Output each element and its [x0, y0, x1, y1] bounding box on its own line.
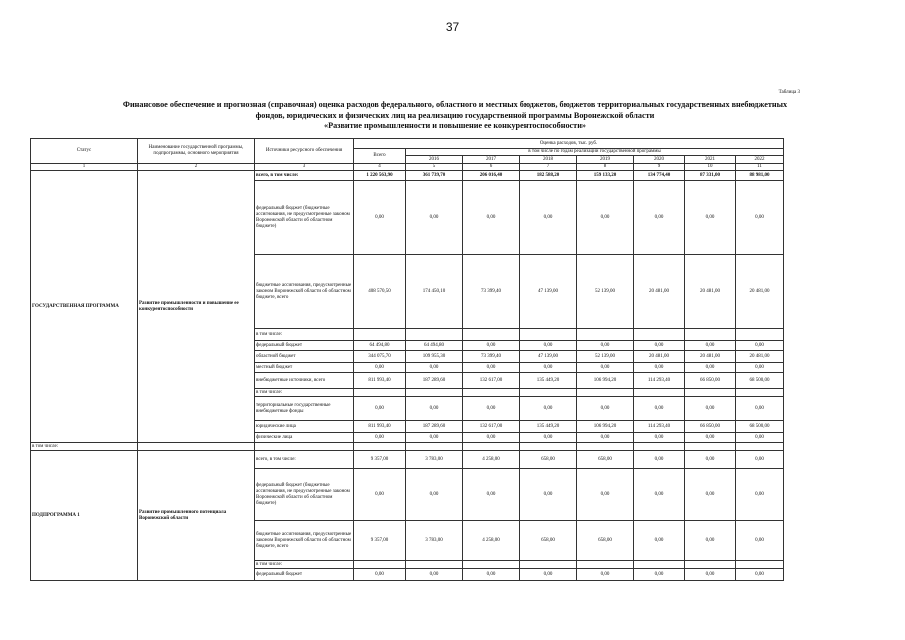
value-cell: 4 258,00: [463, 521, 520, 561]
value-cell: 0,00: [634, 363, 685, 373]
value-cell: 134 774,40: [634, 171, 685, 181]
header-year: 2018: [520, 156, 577, 164]
value-cell: 0,00: [406, 569, 463, 581]
source-label: областной бюджет: [255, 351, 354, 363]
value-cell: 9 357,00: [354, 521, 406, 561]
value-cell: 0,00: [577, 433, 634, 443]
value-cell: 0,00: [577, 341, 634, 351]
value-cell: 0,00: [685, 521, 736, 561]
value-cell: 52 139,00: [577, 255, 634, 329]
value-cell: 658,00: [520, 451, 577, 469]
value-cell: 0,00: [685, 181, 736, 255]
state-program-section: [31, 171, 784, 443]
value-cell: [577, 389, 634, 397]
value-cell: 0,00: [685, 341, 736, 351]
value-cell: [463, 389, 520, 397]
value-cell: 0,00: [354, 181, 406, 255]
source-label: всего, в том числе:: [255, 171, 354, 181]
source-label: юридические лица: [255, 421, 354, 433]
value-cell: 0,00: [736, 363, 784, 373]
value-cell: 0,00: [354, 397, 406, 421]
source-label: в том числе:: [255, 329, 354, 341]
value-cell: [634, 329, 685, 341]
value-cell: [520, 329, 577, 341]
value-cell: 106 994,20: [577, 373, 634, 389]
value-cell: 0,00: [736, 569, 784, 581]
value-cell: 187 289,60: [406, 421, 463, 433]
value-cell: 0,00: [685, 469, 736, 521]
value-cell: 1 220 563,90: [354, 171, 406, 181]
value-cell: 0,00: [463, 433, 520, 443]
program-name-cell: Развитие промышленности и повышение ее конкурентоспособности: [138, 171, 255, 443]
title-line-3: «Развитие промышленности и повышение ее конкурентоспособности»: [323, 121, 587, 130]
value-cell: 206 016,40: [463, 171, 520, 181]
value-cell: 344 075,70: [354, 351, 406, 363]
header-year: 2019: [577, 156, 634, 164]
value-cell: 135 449,20: [520, 373, 577, 389]
value-cell: 0,00: [685, 433, 736, 443]
header-year: 2022: [736, 156, 784, 164]
value-cell: 0,00: [634, 469, 685, 521]
value-cell: 0,00: [736, 433, 784, 443]
value-cell: 20 481,00: [634, 255, 685, 329]
value-cell: 0,00: [577, 569, 634, 581]
header-name: Наименование государственной программы, подпрограммы, основного мероприятия: [138, 139, 255, 164]
value-cell: 114 293,40: [634, 373, 685, 389]
value-cell: [736, 329, 784, 341]
value-cell: 0,00: [406, 397, 463, 421]
value-cell: 0,00: [520, 469, 577, 521]
value-cell: 0,00: [634, 397, 685, 421]
column-number-row: [31, 164, 784, 171]
source-label: федеральный бюджет (бюджетные ассигнования, не предусмотренные законом Воронежской области об областном бюджете): [255, 469, 354, 521]
value-cell: 0,00: [406, 181, 463, 255]
value-cell: 658,00: [520, 521, 577, 561]
finance-table: [30, 138, 784, 581]
source-label: федеральный бюджет (бюджетные ассигнования, не предусмотренные законом Воронежской области об областном бюджете): [255, 181, 354, 255]
value-cell: 0,00: [634, 341, 685, 351]
source-label: федеральный бюджет: [255, 569, 354, 581]
value-cell: 0,00: [354, 569, 406, 581]
value-cell: 0,00: [577, 181, 634, 255]
value-cell: 0,00: [736, 521, 784, 561]
value-cell: 0,00: [685, 569, 736, 581]
value-cell: 68 500,00: [736, 373, 784, 389]
value-cell: [736, 389, 784, 397]
value-cell: 361 739,70: [406, 171, 463, 181]
header-source: Источники ресурсного обеспечения: [255, 139, 354, 164]
value-cell: 3 783,00: [406, 451, 463, 469]
title-line-2: фондов, юридических и физических лиц на реализацию государственной программы Воронежской области: [255, 110, 655, 120]
value-cell: [685, 329, 736, 341]
document-title: [30, 100, 880, 132]
in-that-number-row: [31, 443, 784, 451]
value-cell: 0,00: [736, 181, 784, 255]
value-cell: 0,00: [520, 363, 577, 373]
value-cell: [577, 561, 634, 569]
header-total: Всего: [354, 149, 406, 164]
value-cell: 87 331,00: [685, 171, 736, 181]
value-cell: 0,00: [736, 451, 784, 469]
value-cell: 0,00: [463, 363, 520, 373]
value-cell: 0,00: [634, 433, 685, 443]
value-cell: 0,00: [520, 397, 577, 421]
value-cell: [463, 561, 520, 569]
column-number: 11: [736, 164, 784, 171]
value-cell: 106 994,20: [577, 421, 634, 433]
source-label: в том числе:: [255, 389, 354, 397]
header-estimate: Оценка расходов, тыс. руб.: [354, 139, 784, 149]
program-name-cell: Развитие промышленного потенциала Воронежской области: [138, 451, 255, 581]
value-cell: [577, 329, 634, 341]
value-cell: 0,00: [354, 363, 406, 373]
table-row: [31, 171, 784, 181]
value-cell: 0,00: [634, 521, 685, 561]
value-cell: 0,00: [634, 451, 685, 469]
value-cell: 73 399,40: [463, 351, 520, 363]
value-cell: [634, 389, 685, 397]
value-cell: 20 481,00: [685, 351, 736, 363]
value-cell: 0,00: [685, 363, 736, 373]
value-cell: 68 500,00: [736, 421, 784, 433]
in-that-number-label: в том числе:: [31, 443, 138, 451]
value-cell: [520, 389, 577, 397]
value-cell: 4 258,00: [463, 451, 520, 469]
header-year: 2017: [463, 156, 520, 164]
value-cell: [406, 389, 463, 397]
value-cell: [685, 561, 736, 569]
value-cell: 811 993,40: [354, 421, 406, 433]
column-number: 9: [634, 164, 685, 171]
header-year: 2016: [406, 156, 463, 164]
source-label: местный бюджет: [255, 363, 354, 373]
table-label: Таблица 3: [778, 90, 800, 95]
value-cell: 20 481,00: [634, 351, 685, 363]
column-number: 10: [685, 164, 736, 171]
value-cell: 47 139,00: [520, 255, 577, 329]
value-cell: 3 783,00: [406, 521, 463, 561]
value-cell: 0,00: [577, 363, 634, 373]
value-cell: [406, 561, 463, 569]
value-cell: 0,00: [634, 569, 685, 581]
source-label: всего, в том числе:: [255, 451, 354, 469]
value-cell: 20 481,00: [685, 255, 736, 329]
value-cell: 52 139,00: [577, 351, 634, 363]
value-cell: [354, 329, 406, 341]
column-number: 7: [520, 164, 577, 171]
column-number: 5: [406, 164, 463, 171]
title-line-1: Финансовое обеспечение и прогнозная (справочная) оценка расходов федерального, областного и местных бюджетов, бюджетов территориальных государственных внебюджетных: [122, 100, 788, 109]
status-cell: ГОСУДАРСТВЕННАЯ ПРОГРАММА: [31, 171, 138, 443]
value-cell: 20 481,00: [736, 351, 784, 363]
value-cell: 658,00: [577, 521, 634, 561]
value-cell: 0,00: [354, 433, 406, 443]
value-cell: 0,00: [463, 469, 520, 521]
value-cell: 658,00: [577, 451, 634, 469]
value-cell: [520, 561, 577, 569]
value-cell: 47 139,00: [520, 351, 577, 363]
value-cell: 0,00: [736, 469, 784, 521]
value-cell: 0,00: [736, 397, 784, 421]
value-cell: 0,00: [463, 341, 520, 351]
value-cell: [406, 329, 463, 341]
value-cell: 187 289,60: [406, 373, 463, 389]
source-label: территориальные государственные внебюджетные фонды: [255, 397, 354, 421]
value-cell: 0,00: [406, 433, 463, 443]
column-number: 4: [354, 164, 406, 171]
header-status: Статус: [31, 139, 138, 164]
value-cell: 0,00: [520, 569, 577, 581]
column-number: 6: [463, 164, 520, 171]
header-year: 2021: [685, 156, 736, 164]
status-cell: ПОДПРОГРАММА 1: [31, 451, 138, 581]
source-label: внебюджетные источники, всего: [255, 373, 354, 389]
header-year: 2020: [634, 156, 685, 164]
source-label: физические лица: [255, 433, 354, 443]
value-cell: [354, 561, 406, 569]
value-cell: 73 399,40: [463, 255, 520, 329]
value-cell: 0,00: [520, 341, 577, 351]
value-cell: 0,00: [406, 469, 463, 521]
value-cell: 109 955,30: [406, 351, 463, 363]
value-cell: 0,00: [634, 181, 685, 255]
value-cell: 66 850,00: [685, 421, 736, 433]
value-cell: 9 357,00: [354, 451, 406, 469]
subprogram-1-section: [31, 451, 784, 581]
value-cell: 159 133,20: [577, 171, 634, 181]
source-label: федеральный бюджет: [255, 341, 354, 351]
column-number: 8: [577, 164, 634, 171]
column-number: 1: [31, 164, 138, 171]
value-cell: [463, 329, 520, 341]
source-label: бюджетные ассигнования, предусмотренные законом Воронежской области об областном бюджете, всего: [255, 521, 354, 561]
column-number: 3: [255, 164, 354, 171]
value-cell: 0,00: [520, 433, 577, 443]
value-cell: 0,00: [577, 397, 634, 421]
value-cell: 0,00: [520, 181, 577, 255]
source-label: бюджетные ассигнования, предусмотренные законом Воронежской области об областном бюджете, всего: [255, 255, 354, 329]
value-cell: 0,00: [463, 181, 520, 255]
value-cell: 182 588,20: [520, 171, 577, 181]
value-cell: [736, 561, 784, 569]
value-cell: 132 617,00: [463, 421, 520, 433]
value-cell: 132 617,00: [463, 373, 520, 389]
value-cell: 0,00: [577, 469, 634, 521]
value-cell: 64 494,80: [354, 341, 406, 351]
table-row: [31, 451, 784, 469]
value-cell: 114 293,40: [634, 421, 685, 433]
value-cell: 64 494,80: [406, 341, 463, 351]
value-cell: 0,00: [685, 451, 736, 469]
value-cell: 0,00: [406, 363, 463, 373]
value-cell: 0,00: [463, 397, 520, 421]
column-number: 2: [138, 164, 255, 171]
value-cell: [354, 389, 406, 397]
value-cell: 811 993,40: [354, 373, 406, 389]
value-cell: 0,00: [463, 569, 520, 581]
source-label: в том числе:: [255, 561, 354, 569]
value-cell: 0,00: [736, 341, 784, 351]
value-cell: 88 981,00: [736, 171, 784, 181]
header-by-year: в том числе по годам реализации государственной программы: [406, 149, 784, 156]
page-number: 37: [445, 20, 460, 34]
value-cell: 66 850,00: [685, 373, 736, 389]
value-cell: [634, 561, 685, 569]
value-cell: 0,00: [354, 469, 406, 521]
value-cell: 408 570,50: [354, 255, 406, 329]
value-cell: 0,00: [685, 397, 736, 421]
value-cell: 20 481,00: [736, 255, 784, 329]
value-cell: 174 450,10: [406, 255, 463, 329]
value-cell: [685, 389, 736, 397]
value-cell: 135 449,20: [520, 421, 577, 433]
